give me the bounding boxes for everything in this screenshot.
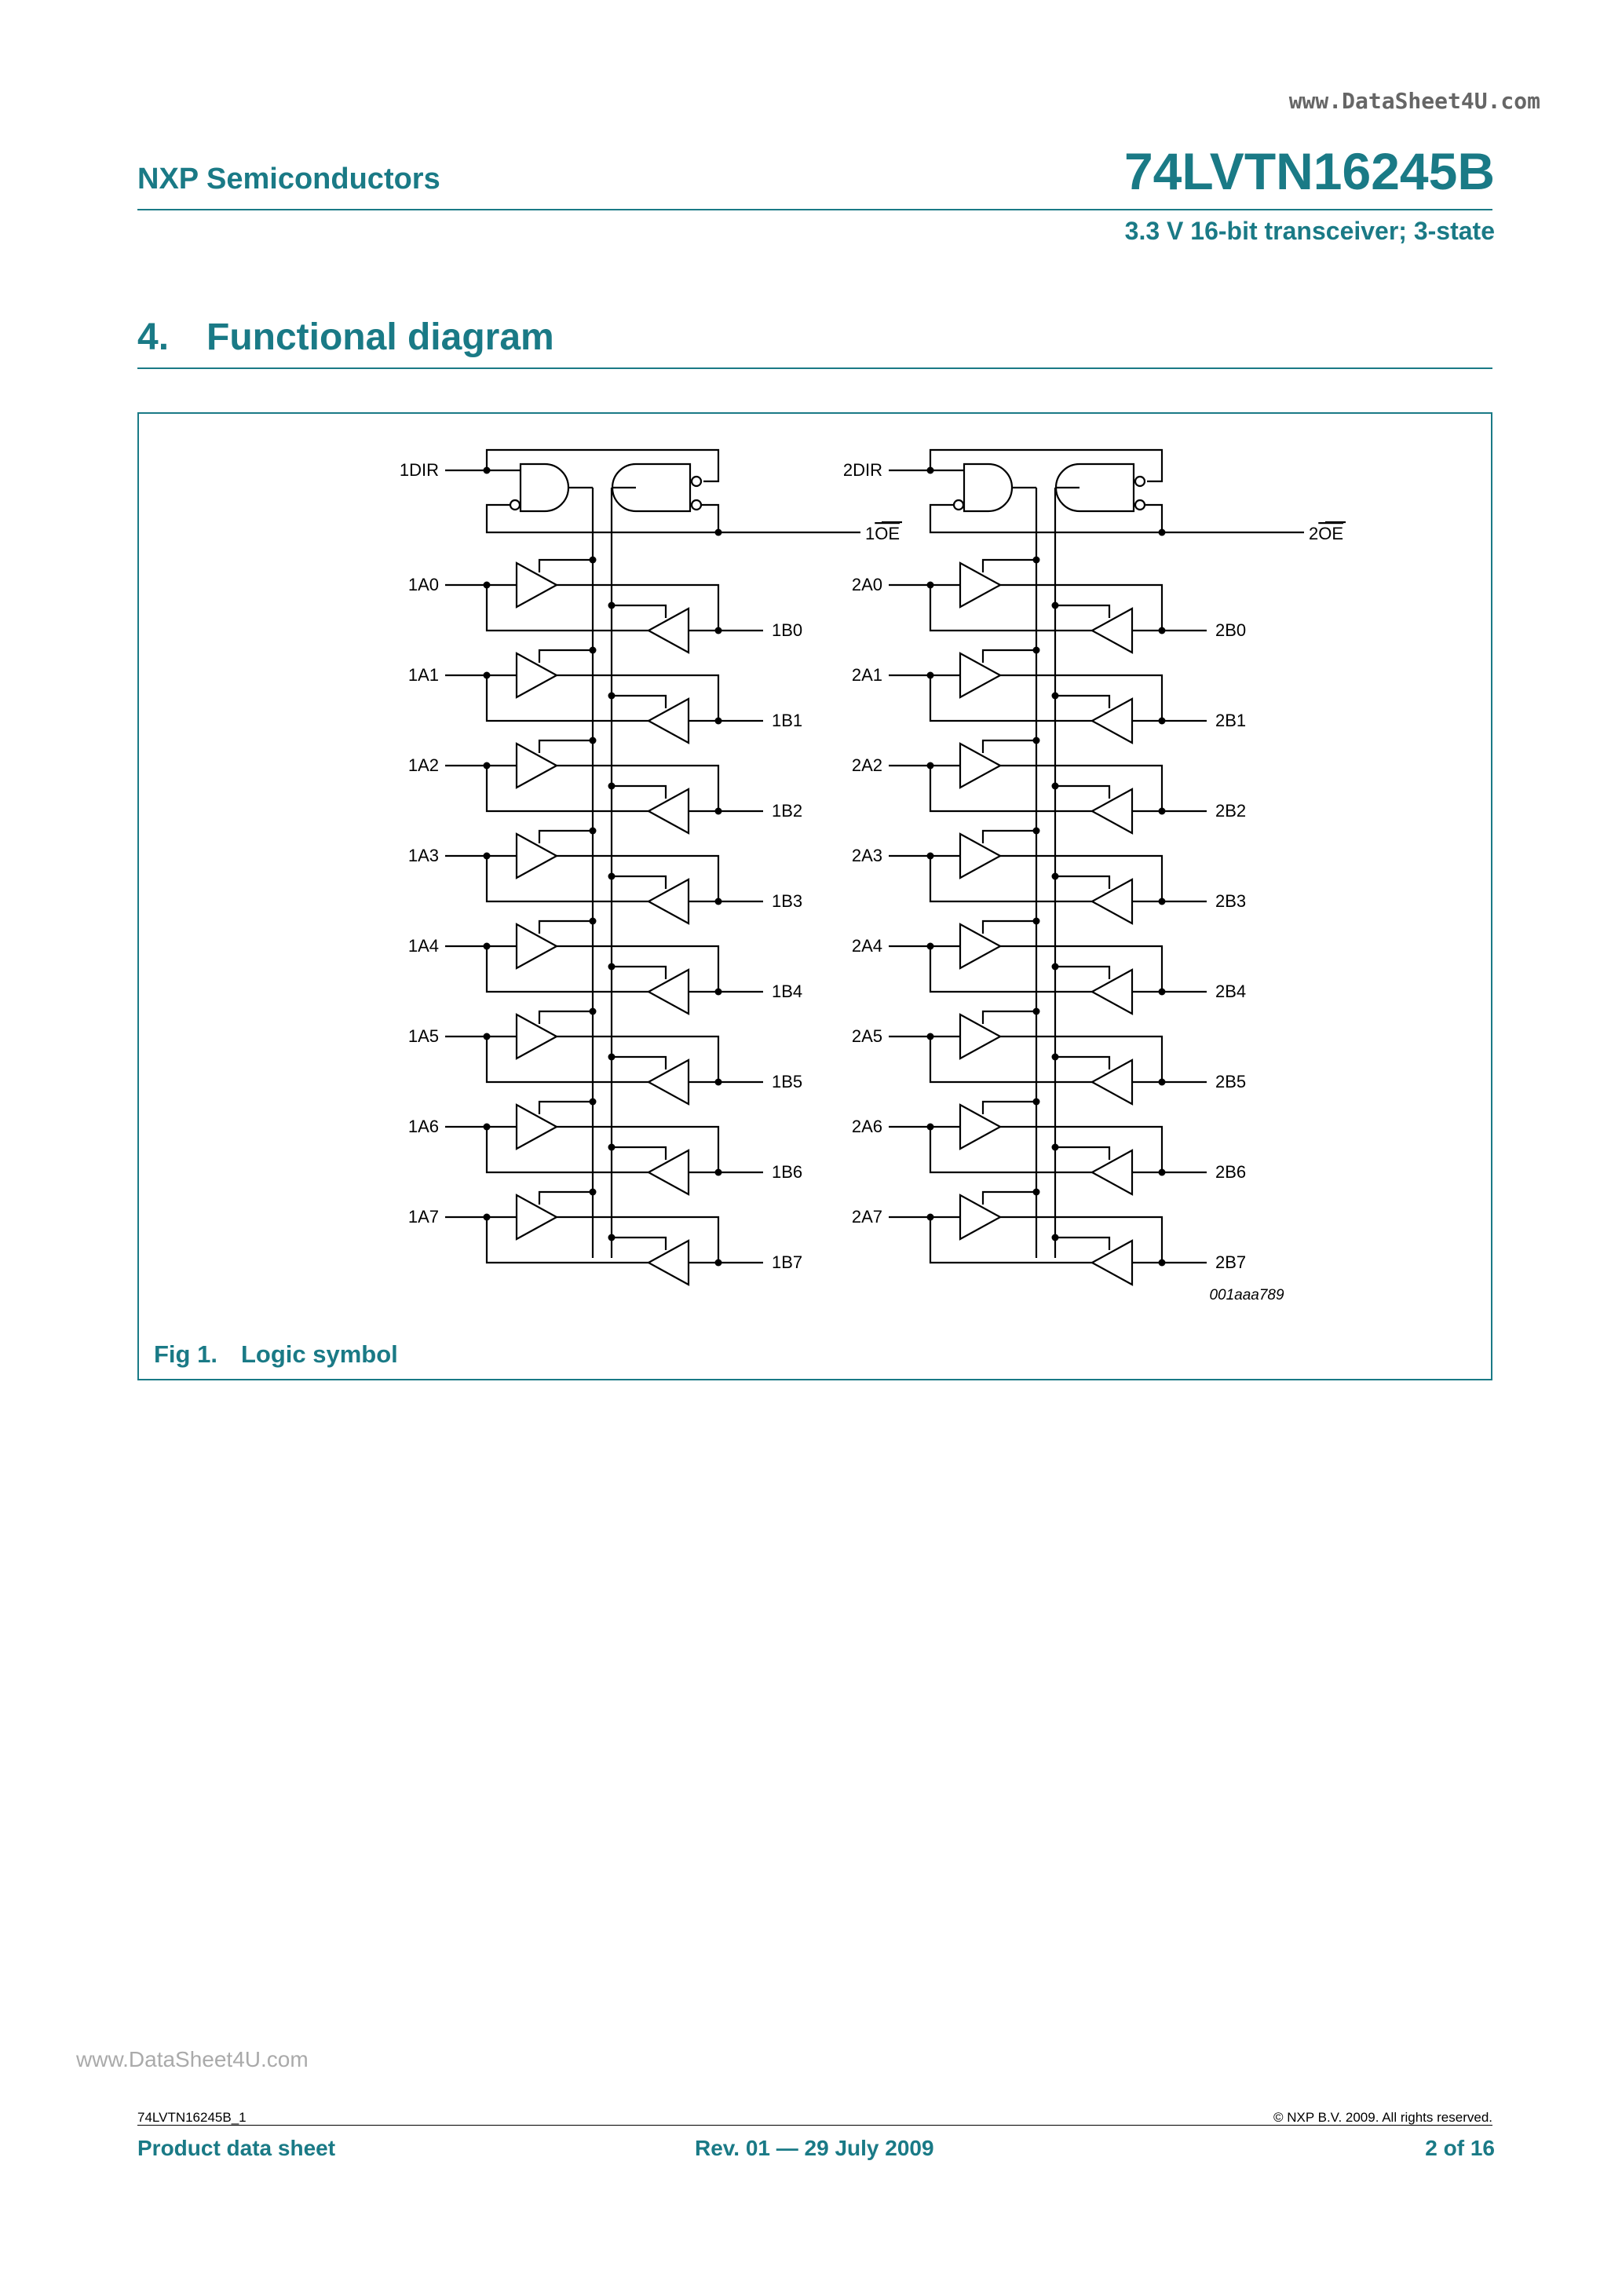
b-to-a-wire (930, 946, 1092, 992)
b-junction-dot (715, 1079, 722, 1086)
pin-label-b: 2B7 (1215, 1252, 1247, 1272)
buffer-a-enable-wire (539, 921, 593, 934)
buffer-a-to-b (960, 744, 1000, 788)
section-number: 4. (137, 316, 170, 358)
buffer-b-to-a (648, 699, 689, 743)
buffer-b-enable-wire (1055, 967, 1109, 979)
buffer-b-to-a (1092, 609, 1132, 653)
b-to-a-wire (930, 1127, 1092, 1172)
buffer-a-enable-wire (983, 560, 1036, 572)
a-to-b-wire (557, 856, 718, 901)
company-name: NXP Semiconductors (137, 163, 440, 196)
buffer-a-to-b (517, 924, 557, 968)
b-to-a-wire (487, 1127, 648, 1172)
buffer-a-to-b (517, 1015, 557, 1058)
rail-b-dot (608, 963, 616, 971)
pin-label-a: 2A4 (851, 936, 882, 956)
pin-label-a: 2A5 (851, 1026, 882, 1046)
rail-a-dot (1033, 828, 1040, 835)
rail-a-dot (590, 918, 597, 925)
figure-code: 001aaa789 (1209, 1287, 1284, 1303)
rail-b-dot (1052, 602, 1059, 609)
b-to-a-wire (487, 856, 648, 901)
buffer-b-enable-wire (1055, 876, 1109, 889)
rail-b-dot (608, 1234, 616, 1241)
a-to-b-wire (1000, 946, 1162, 992)
logic-symbol-diagram (139, 414, 1491, 1325)
pin-label-a: 1A0 (407, 575, 439, 594)
buffer-a-enable-wire (539, 1011, 593, 1024)
buffer-a-enable-wire (983, 831, 1036, 843)
rail-b-dot (1052, 1234, 1059, 1241)
b-junction-dot (715, 1169, 722, 1176)
buffer-a-to-b (960, 1195, 1000, 1239)
a-to-b-wire (557, 766, 718, 811)
dir-gate-left (964, 464, 1012, 511)
b-to-a-wire (487, 675, 648, 721)
buffer-a-to-b (960, 653, 1000, 697)
buffer-a-to-b (960, 563, 1000, 607)
buffer-a-enable-wire (983, 921, 1036, 934)
buffer-b-to-a (648, 609, 689, 653)
rail-a-dot (590, 647, 597, 654)
a-to-b-wire (1000, 675, 1162, 721)
b-to-a-wire (930, 675, 1092, 721)
pin-label-a: 1A7 (407, 1207, 439, 1227)
section-rule (137, 367, 1492, 369)
rail-b-dot (1052, 1144, 1059, 1151)
pin-label-a: 1A2 (407, 755, 439, 775)
rail-a-dot (1033, 918, 1040, 925)
rail-b-dot (1052, 1054, 1059, 1061)
b-junction-dot (1159, 718, 1166, 725)
buffer-b-to-a (1092, 789, 1132, 833)
b-junction-dot (1159, 1079, 1166, 1086)
pin-label-b: 2B6 (1215, 1162, 1247, 1182)
pin-label-b: 2B2 (1215, 801, 1247, 821)
rail-a-dot (1033, 557, 1040, 564)
pin-label-b: 1B3 (772, 891, 803, 911)
rail-a-dot (1033, 1189, 1040, 1196)
gate-right-input-bubble-a (692, 477, 701, 486)
b-to-a-wire (930, 585, 1092, 631)
b-to-a-wire (487, 1217, 648, 1263)
b-junction-dot (1159, 808, 1166, 815)
buffer-a-to-b (960, 924, 1000, 968)
b-to-a-wire (930, 856, 1092, 901)
part-subtitle: 3.3 V 16-bit transceiver; 3-state (1124, 217, 1495, 245)
pin-label-b: 1B7 (772, 1252, 803, 1272)
a-to-b-wire (557, 675, 718, 721)
watermark-top: www.DataSheet4U.com (1288, 88, 1540, 114)
pin-label-b: 1B4 (772, 982, 803, 1001)
b-to-a-wire (487, 585, 648, 631)
gate-left-input-bubble (954, 500, 963, 510)
pin-label-a: 2A3 (851, 846, 882, 865)
buffer-a-to-b (960, 834, 1000, 878)
b-to-a-wire (487, 1036, 648, 1082)
buffer-b-to-a (648, 1150, 689, 1194)
b-junction-dot (1159, 989, 1166, 996)
gate-right-oe-wire (1145, 505, 1162, 532)
figure-caption (154, 1340, 398, 1369)
transceiver-group-1 (400, 450, 902, 1285)
buffer-a-enable-wire (539, 740, 593, 753)
pin-label-a: 1A5 (407, 1026, 439, 1046)
buffer-b-enable-wire (612, 876, 666, 889)
a-to-b-wire (557, 1217, 718, 1263)
figure-caption-title: Logic symbol (240, 1340, 398, 1368)
buffer-b-enable-wire (612, 605, 666, 618)
pin-label-b: 1B6 (772, 1162, 803, 1182)
b-junction-dot (1159, 1169, 1166, 1176)
pin-label-a: 2A6 (851, 1117, 882, 1136)
rail-a-dot (590, 557, 597, 564)
rail-b-dot (1052, 963, 1059, 971)
buffer-b-to-a (1092, 1241, 1132, 1285)
oe-junction-dot (715, 529, 722, 536)
footer-doc-type: Product data sheet (137, 2136, 336, 2160)
buffer-b-enable-wire (612, 1238, 666, 1250)
buffer-b-to-a (1092, 699, 1132, 743)
pin-label-oe-bar: OE (875, 524, 901, 543)
gate-right-oe-wire (701, 505, 718, 532)
rail-a-dot (590, 1099, 597, 1106)
buffer-a-enable-wire (983, 740, 1036, 753)
pin-label-a: 1A4 (407, 936, 439, 956)
pin-label-oe: 1OE (865, 524, 901, 543)
buffer-a-enable-wire (983, 1011, 1036, 1024)
footer-rule (137, 2125, 1492, 2126)
buffer-a-to-b (517, 563, 557, 607)
buffer-b-enable-wire (612, 1057, 666, 1069)
b-junction-dot (1159, 1260, 1166, 1267)
buffer-a-to-b (517, 744, 557, 788)
b-junction-dot (715, 808, 722, 815)
gate-oe-wire (930, 505, 1304, 532)
pin-label-b: 2B3 (1215, 891, 1247, 911)
buffer-a-to-b (517, 653, 557, 697)
rail-b-dot (608, 1144, 616, 1151)
buffer-b-enable-wire (1055, 1238, 1109, 1250)
buffer-b-enable-wire (1055, 605, 1109, 618)
watermark-bottom: www.DataSheet4U.com (76, 2047, 309, 2071)
dir-gate-left (521, 464, 568, 511)
buffer-a-to-b (517, 834, 557, 878)
rail-b-dot (608, 873, 616, 880)
buffer-a-enable-wire (983, 1102, 1036, 1114)
footer-page: 2 of 16 (1425, 2136, 1495, 2160)
rail-a-dot (590, 737, 597, 744)
gate-left-input-bubble (510, 500, 520, 510)
buffer-a-enable-wire (983, 650, 1036, 663)
pin-label-dir: 2DIR (842, 460, 882, 480)
b-to-a-wire (487, 946, 648, 992)
b-junction-dot (715, 1260, 722, 1267)
buffer-b-to-a (648, 789, 689, 833)
buffer-b-enable-wire (612, 967, 666, 979)
a-to-b-wire (1000, 856, 1162, 901)
rail-b-dot (608, 693, 616, 700)
pin-label-dir: 1DIR (399, 460, 439, 480)
b-to-a-wire (930, 766, 1092, 811)
pin-label-a: 2A1 (851, 665, 882, 685)
buffer-b-enable-wire (1055, 1147, 1109, 1160)
buffer-a-to-b (960, 1015, 1000, 1058)
pin-label-b: 1B0 (772, 620, 803, 640)
a-to-b-wire (1000, 1127, 1162, 1172)
gate-right-input-bubble-b (692, 500, 701, 510)
footer-doc-id: 74LVTN16245B_1 (137, 2110, 247, 2125)
gate-right-input-bubble-b (1135, 500, 1145, 510)
b-to-a-wire (930, 1036, 1092, 1082)
buffer-b-to-a (648, 879, 689, 923)
pin-label-b: 2B0 (1215, 620, 1247, 640)
dir-feedback-wire (487, 450, 718, 481)
buffer-b-enable-wire (612, 786, 666, 799)
buffer-a-to-b (517, 1195, 557, 1239)
b-junction-dot (715, 718, 722, 725)
rail-a-dot (590, 1008, 597, 1015)
rail-b-dot (608, 1054, 616, 1061)
b-to-a-wire (930, 1217, 1092, 1263)
rail-b-dot (608, 783, 616, 790)
rail-b-dot (1052, 693, 1059, 700)
section-title: Functional diagram (206, 316, 554, 358)
oe-junction-dot (1159, 529, 1166, 536)
buffer-b-enable-wire (1055, 1057, 1109, 1069)
buffer-b-to-a (648, 970, 689, 1014)
a-to-b-wire (557, 1036, 718, 1082)
rail-a-dot (1033, 647, 1040, 654)
buffer-b-to-a (648, 1060, 689, 1104)
pin-label-a: 1A1 (407, 665, 439, 685)
pin-label-b: 2B1 (1215, 711, 1247, 730)
buffer-b-enable-wire (1055, 786, 1109, 799)
figure-caption-label: Fig 1. (154, 1340, 217, 1368)
rail-a-dot (590, 1189, 597, 1196)
b-junction-dot (715, 989, 722, 996)
b-junction-dot (715, 627, 722, 634)
part-number: 74LVTN16245B (1123, 142, 1495, 200)
buffer-b-enable-wire (1055, 696, 1109, 708)
buffer-b-to-a (1092, 879, 1132, 923)
pin-label-a: 2A2 (851, 755, 882, 775)
pin-label-b: 2B4 (1215, 982, 1247, 1001)
buffer-a-enable-wire (539, 1102, 593, 1114)
gate-oe-wire (487, 505, 860, 532)
pin-label-a: 2A0 (851, 575, 882, 594)
buffer-b-to-a (1092, 970, 1132, 1014)
buffer-a-enable-wire (539, 560, 593, 572)
a-to-b-wire (557, 1127, 718, 1172)
b-junction-dot (1159, 627, 1166, 634)
pin-label-b: 2B5 (1215, 1072, 1247, 1091)
a-to-b-wire (1000, 766, 1162, 811)
pin-label-oe-bar: OE (1318, 524, 1344, 543)
pin-label-a: 1A3 (407, 846, 439, 865)
rail-b-dot (1052, 873, 1059, 880)
buffer-a-enable-wire (539, 831, 593, 843)
footer-revision: Rev. 01 — 29 July 2009 (695, 2136, 934, 2160)
pin-label-a: 2A7 (851, 1207, 882, 1227)
rail-b-dot (1052, 783, 1059, 790)
b-junction-dot (715, 898, 722, 905)
buffer-a-to-b (517, 1105, 557, 1149)
buffer-b-enable-wire (612, 696, 666, 708)
rail-a-dot (590, 828, 597, 835)
buffer-a-enable-wire (983, 1192, 1036, 1205)
buffer-a-enable-wire (539, 1192, 593, 1205)
b-junction-dot (1159, 898, 1166, 905)
buffer-a-enable-wire (539, 650, 593, 663)
a-to-b-wire (1000, 1217, 1162, 1263)
buffer-a-to-b (960, 1105, 1000, 1149)
pin-label-b: 1B5 (772, 1072, 803, 1091)
transceiver-group-2 (843, 450, 1346, 1285)
pin-label-b: 1B1 (772, 711, 803, 730)
rail-a-dot (1033, 737, 1040, 744)
header-rule (137, 209, 1492, 210)
pin-label-a: 1A6 (407, 1117, 439, 1136)
buffer-b-to-a (1092, 1060, 1132, 1104)
a-to-b-wire (1000, 585, 1162, 631)
a-to-b-wire (557, 946, 718, 992)
b-to-a-wire (487, 766, 648, 811)
pin-label-oe: 2OE (1309, 524, 1344, 543)
a-to-b-wire (1000, 1036, 1162, 1082)
buffer-b-to-a (648, 1241, 689, 1285)
rail-a-dot (1033, 1008, 1040, 1015)
gate-right-input-bubble-a (1135, 477, 1145, 486)
buffer-b-enable-wire (612, 1147, 666, 1160)
footer-copyright: © NXP B.V. 2009. All rights reserved. (1273, 2110, 1492, 2125)
rail-a-dot (1033, 1099, 1040, 1106)
buffer-b-to-a (1092, 1150, 1132, 1194)
pin-label-b: 1B2 (772, 801, 803, 821)
a-to-b-wire (557, 585, 718, 631)
dir-feedback-wire (930, 450, 1162, 481)
rail-b-dot (608, 602, 616, 609)
